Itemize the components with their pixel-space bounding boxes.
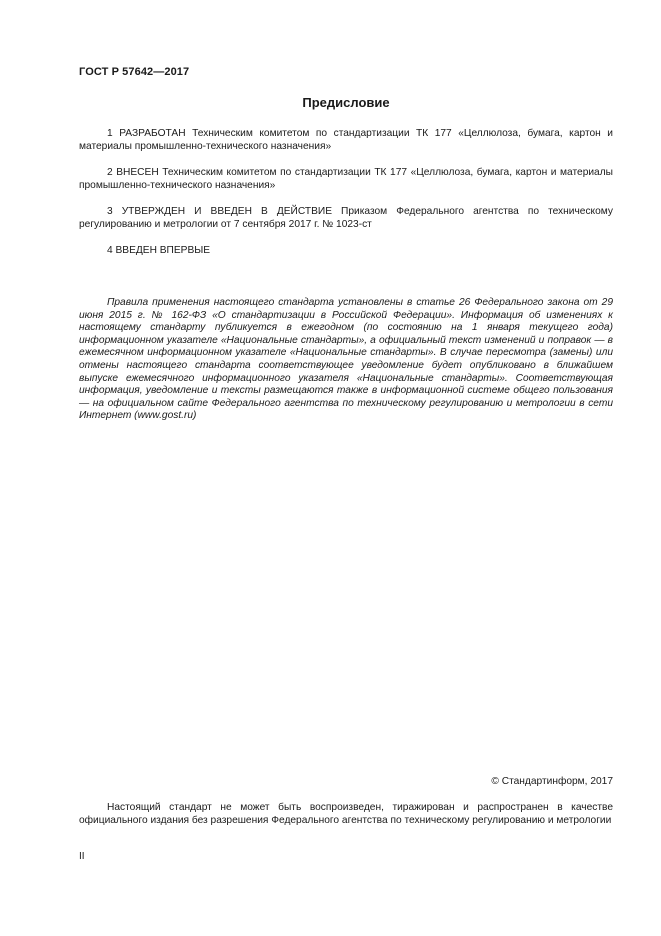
reproduction-notice: Настоящий стандарт не может быть воспроизведен, тиражирован и распространен в качестве официального издания без разрешения Федерального агентства по техническому регулированию и метрологии — [79, 802, 613, 826]
preface-item-2: 2 ВНЕСЕН Техническим комитетом по стандартизации ТК 177 «Целлюлоза, бумага, картон и материалы промышленно-технического назначения» — [79, 167, 613, 191]
copyright-notice: © Стандартинформ, 2017 — [491, 776, 613, 787]
standard-code: ГОСТ Р 57642—2017 — [79, 66, 190, 78]
application-rules-note: Правила применения настоящего стандарта установлены в статье 26 Федерального закона от 29 июня 2015 г. № 162-ФЗ «О стандартизации в Российской Федерации». Информация об изменениях к настоящему стандарту публикуется в ежегодном (по состоянию на 1 января текущего года) информационном указателе «Национальные стандарты», а официальный текст изменений и поправок — в ежемесячном информационном указателе «Национальные стандарты». В случае пересмотра (замены) или отмены настоящего стандарта соответствующее уведомление будет опубликовано в ближайшем выпуске ежемесячного информационного указателя «Национальные стандарты». Соответствующая информация, уведомление и тексты размещаются также в информационной системе общего пользования — на официальном сайте Федерального агентства по техническому регулированию и метрологии в сети Интернет (www.gost.ru) — [79, 297, 613, 422]
preface-item-3: 3 УТВЕРЖДЕН И ВВЕДЕН В ДЕЙСТВИЕ Приказом Федерального агентства по техническому регулированию и метрологии от 7 сентября 2017 г. № 1023-ст — [79, 206, 613, 230]
preface-item-4: 4 ВВЕДЕН ВПЕРВЫЕ — [107, 245, 211, 256]
page-number: II — [79, 851, 85, 862]
preface-title: Предисловие — [302, 95, 390, 110]
preface-item-1: 1 РАЗРАБОТАН Техническим комитетом по стандартизации ТК 177 «Целлюлоза, бумага, картон и материалы промышленно-технического назначения» — [79, 128, 613, 152]
